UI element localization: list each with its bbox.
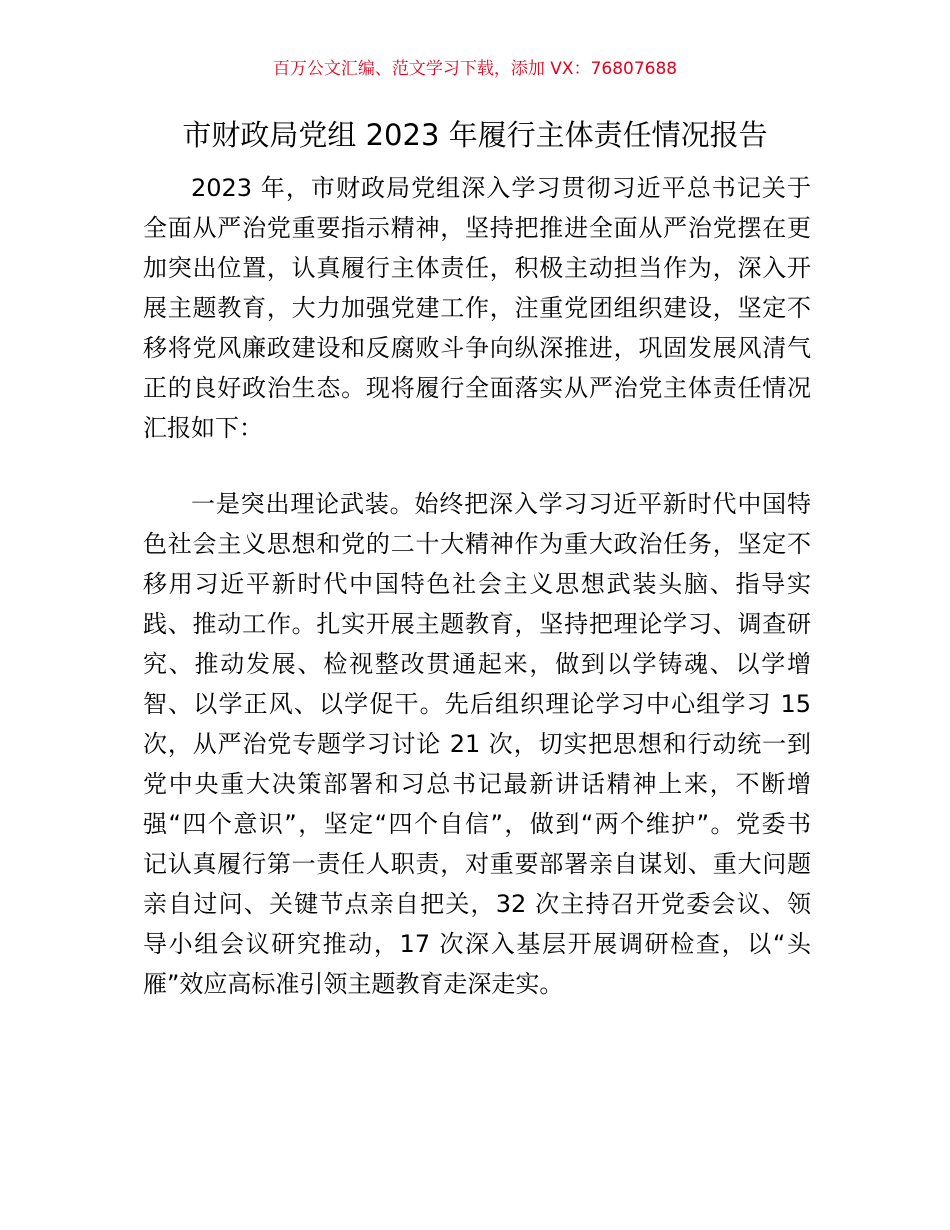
paragraph-line: 次，从严治党专题学习讨论 21 次，切实把思想和行动统一到 xyxy=(143,730,811,758)
paragraph-line: 全面从严治党重要指示精神，坚持把推进全面从严治党摆在更 xyxy=(143,214,811,242)
paragraph-line: 移将党风廉政建设和反腐败斗争向纵深推进，巩固发展风清气 xyxy=(143,334,811,362)
paragraph-intro xyxy=(143,168,811,448)
paragraph-line: 强“四个意识”，坚定“四个自信”，做到“两个维护”。党委书 xyxy=(143,810,811,838)
paragraph-line: 雁”效应高标准引领主题教育走深走实。 xyxy=(143,970,564,998)
paragraph-line: 加突出位置，认真履行主体责任，积极主动担当作为，深入开 xyxy=(143,254,811,282)
paragraph-line: 一是突出理论武装。始终把深入学习习近平新时代中国特 xyxy=(191,490,811,518)
page-title: 市财政局党组 2023 年履行主体责任情况报告 xyxy=(182,118,768,152)
paragraph-line: 正的良好政治生态。现将履行全面落实从严治党主体责任情况 xyxy=(143,374,811,402)
paragraph-line: 记认真履行第一责任人职责，对重要部署亲自谋划、重大问题 xyxy=(143,850,811,878)
paragraph-line: 移用习近平新时代中国特色社会主义思想武装头脑、指导实 xyxy=(143,570,811,598)
paragraph-theory-study xyxy=(143,484,811,1004)
paragraph-line: 党中央重大决策部署和习总书记最新讲话精神上来，不断增 xyxy=(143,770,811,798)
paragraph-line: 究、推动发展、检视整改贯通起来，做到以学铸魂、以学增 xyxy=(143,650,811,678)
paragraph-line: 色社会主义思想和党的二十大精神作为重大政治任务，坚定不 xyxy=(143,530,811,558)
paragraph-line: 展主题教育，大力加强党建工作，注重党团组织建设，坚定不 xyxy=(143,294,811,322)
watermark-header: 百万公文汇编、范文学习下载，添加 VX：76807688 xyxy=(272,59,678,79)
paragraph-line: 亲自过问、关键节点亲自把关，32 次主持召开党委会议、领 xyxy=(143,890,811,918)
paragraph-line: 践、推动工作。扎实开展主题教育，坚持把理论学习、调查研 xyxy=(143,610,811,638)
paragraph-line: 导小组会议研究推动，17 次深入基层开展调研检查，以“头 xyxy=(143,930,811,958)
paragraph-line: 智、以学正风、以学促干。先后组织理论学习中心组学习 15 xyxy=(143,690,811,718)
paragraph-line: 汇报如下： xyxy=(143,414,263,442)
paragraph-line: 2023 年，市财政局党组深入学习贯彻习近平总书记关于 xyxy=(191,174,811,202)
